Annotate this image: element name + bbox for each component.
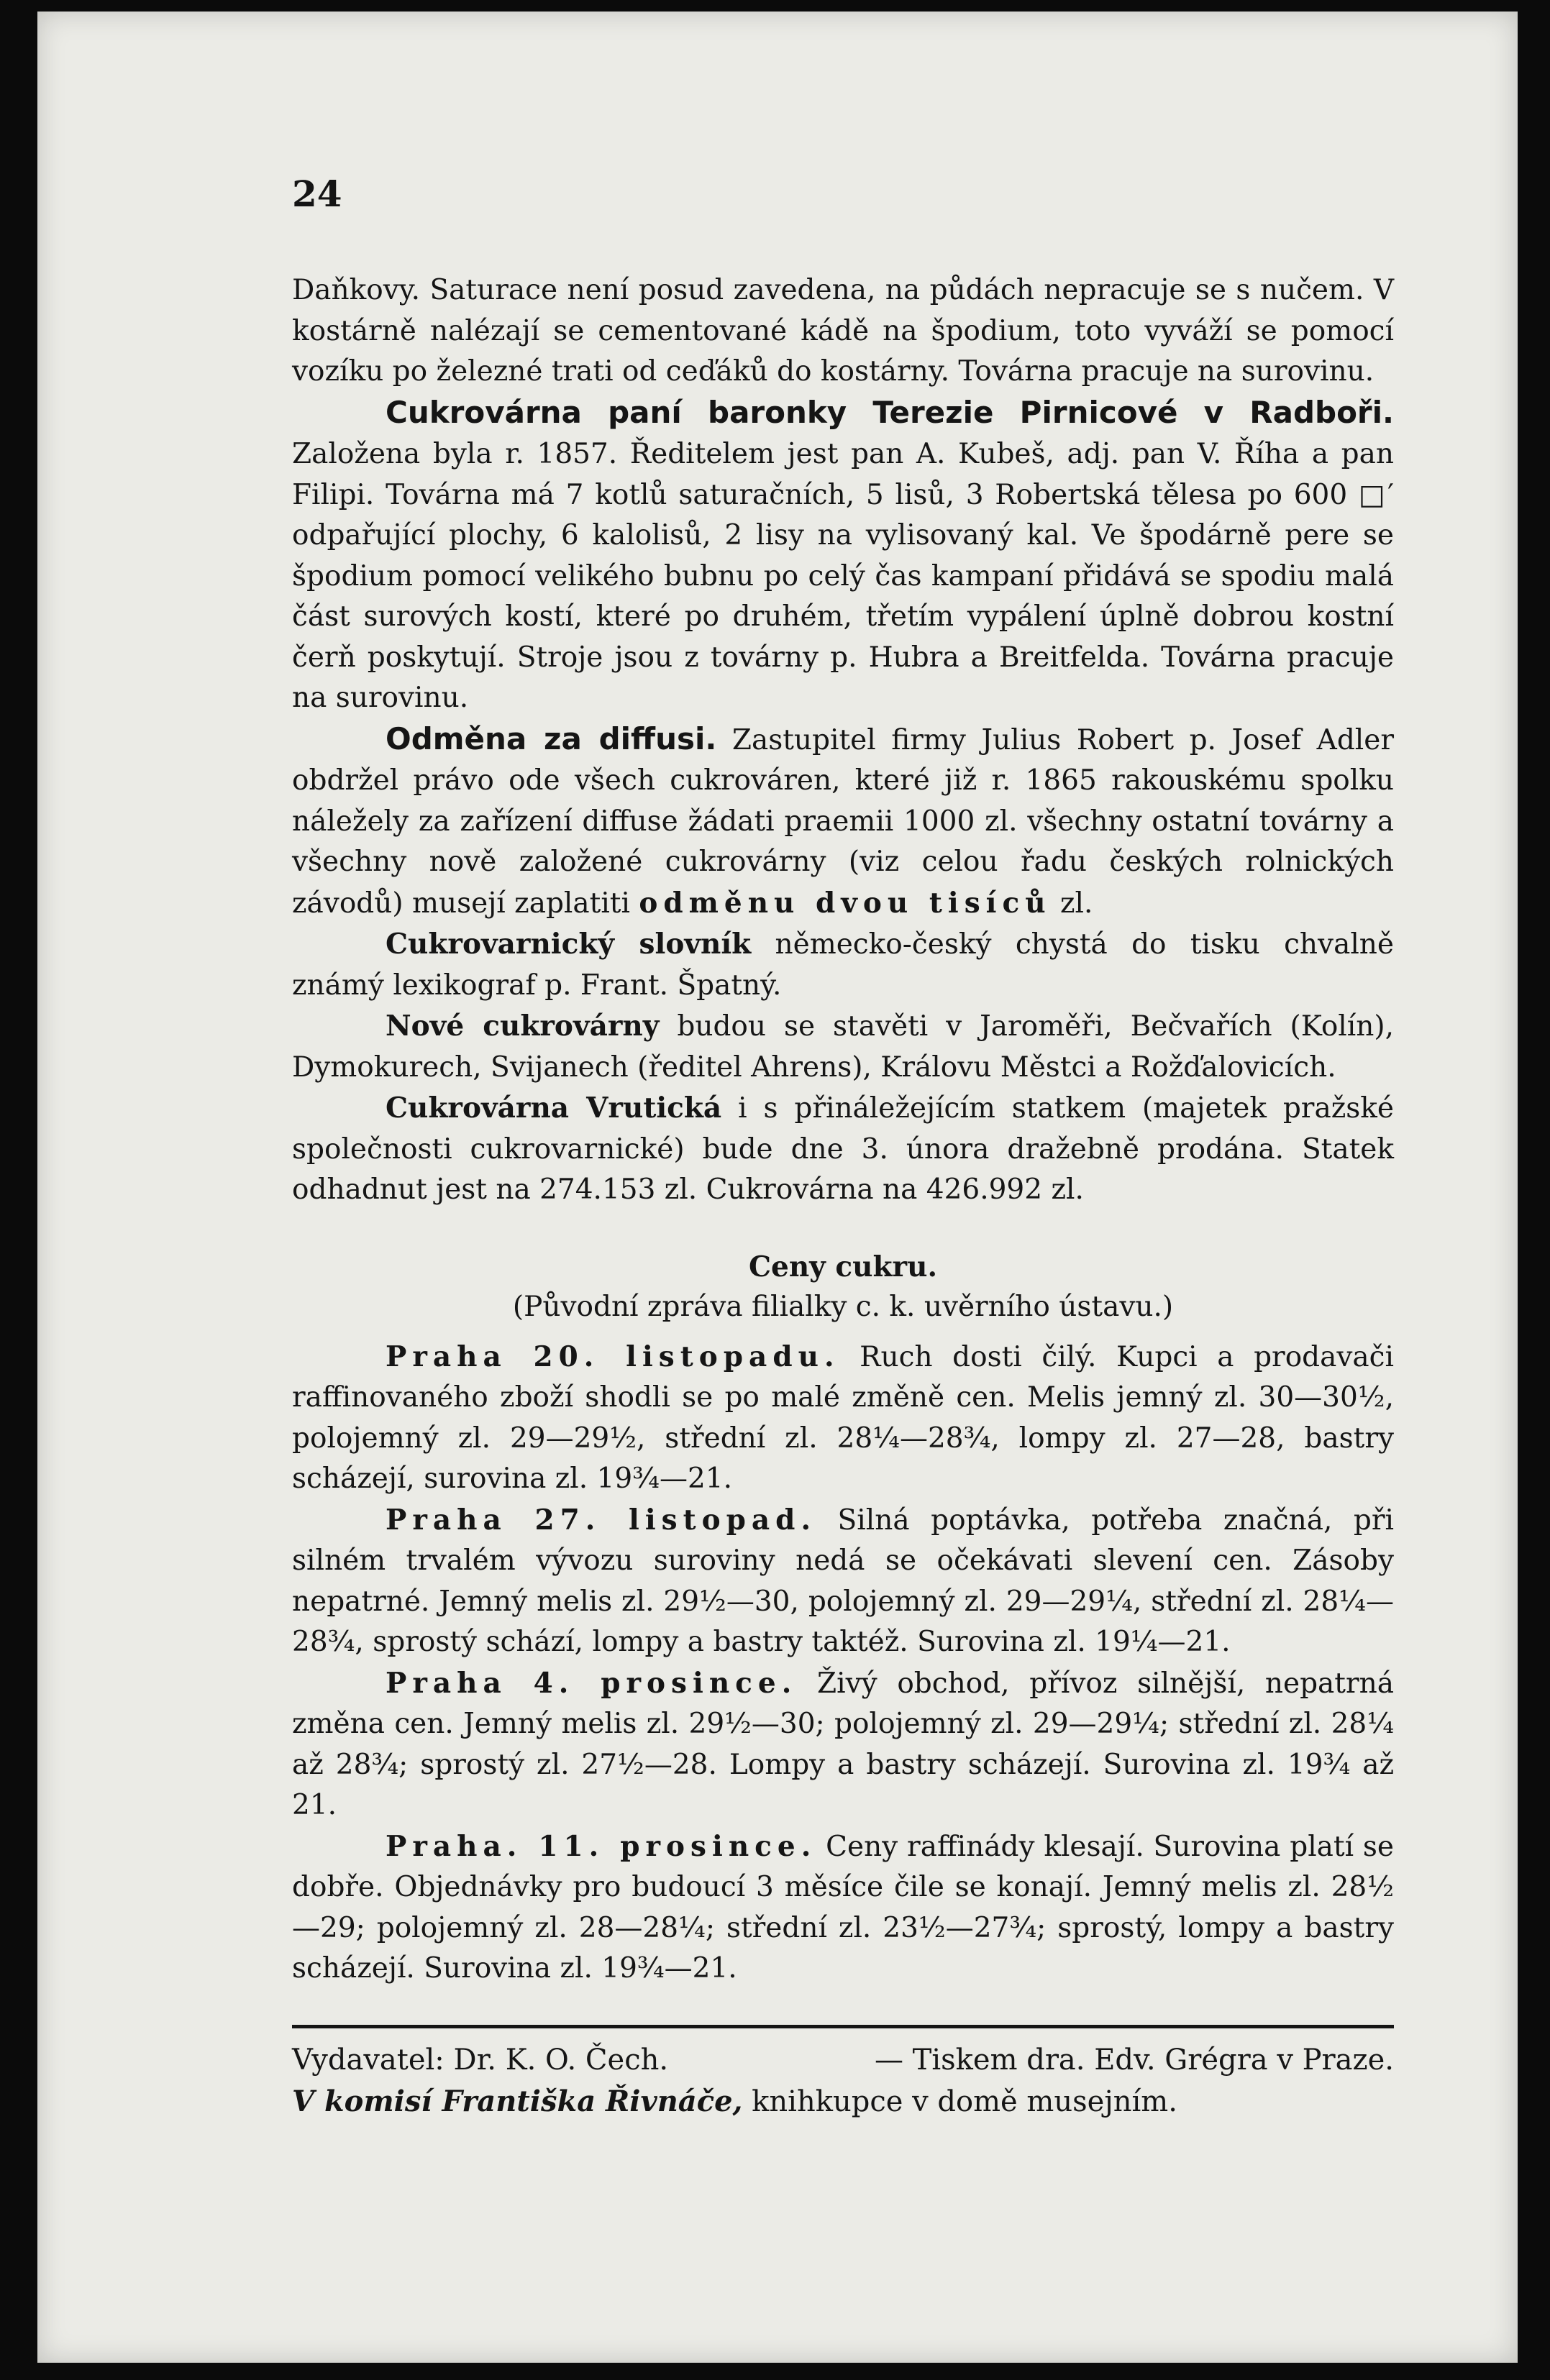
heading-diffuse: Odměna za diffusi. [386, 720, 717, 756]
footer-rule [292, 2025, 1394, 2028]
report-text: Živý obchod, přívoz silnější, nepatrná změna cen. Jemný melis zl. 29½—30; polojemný zl. 29—29¼; střední zl. 28¼ až 28¾; sprostý zl. 27½—28. Lompy a bastry scházejí. Surovina zl. 19¾ až 21. [292, 1667, 1394, 1821]
price-report [292, 1663, 1394, 1826]
paragraph-vruticka [292, 1088, 1394, 1211]
heading-radbor: Cukrovárna paní baronky Terezie Pirnicové v Radboři. [386, 394, 1394, 430]
paragraph-text: i s přináležejícím statkem (majetek pražské společnosti cukrovarnické) bude dne 3. února dražebně prodána. Statek odhadnut jest na 274.153 zl. Cukrovárna na 426.992 zl. [292, 1092, 1394, 1206]
heading-vruticka: Cukrovárna Vrutická [386, 1091, 722, 1125]
paragraph-radbor [292, 393, 1394, 719]
article-body [292, 270, 1394, 1990]
imprint [292, 2039, 1394, 2123]
price-report [292, 1337, 1394, 1500]
paragraph-text: budou se stavěti v Jaroměři, Bečvařích (Kolín), Dymokurech, Svijanech (ředitel Ahrens), Královu Městci a Rožďalovicích. [292, 1010, 1394, 1084]
report-date: Praha 20. listopadu. [386, 1340, 840, 1373]
publisher: Vydavatel: Dr. K. O. Čech. [292, 2043, 669, 2077]
price-report [292, 1500, 1394, 1663]
paragraph-nove [292, 1006, 1394, 1088]
section-subtitle: (Původní zpráva filialky c. k. uvěrního ústavu.) [512, 1291, 1174, 1323]
paragraph-text: Daňkovy. Saturace není posud zavedena, na půdách nepracuje se s nučem. V kostárně nalézají se cementované kádě na špodium, toto vyváží se pomocí vozíku po železné trati od ceďáků do kostárny. Továrna pracuje na surovinu. [292, 274, 1394, 388]
commission-name: V komisí Františka Řivnáče, [292, 2084, 743, 2118]
price-report [292, 1826, 1394, 1990]
paragraph-slovnik [292, 924, 1394, 1006]
report-text: Silná poptávka, potřeba značná, při silném trvalém vývozu suroviny nedá se očekávati slevení cen. Zásoby nepatrné. Jemný melis zl. 29½—30, polojemný zl. 29—29¼, střední zl. 28¼—28¾, sprostý schází, lompy a bastry taktéž. Surovina zl. 19¼—21. [292, 1503, 1394, 1658]
spaced-emphasis: odměnu dvou tisíců [639, 886, 1052, 920]
paragraph-dankovy [292, 270, 1394, 393]
report-text: Ceny raffinády klesají. Surovina platí se dobře. Objednávky pro budoucí 3 měsíce čile se konají. Jemný melis zl. 28½—29; polojemný zl. 28—28¼; střední zl. 23½—27¾; sprostý, lompy a bastry scházejí. Surovina zl. 19¾—21. [292, 1830, 1394, 1985]
page [37, 12, 1518, 2363]
report-date: Praha 27. listopad. [386, 1503, 817, 1537]
commission-rest: knihkupce v domě musejním. [742, 2085, 1177, 2118]
printer: — Tiskem dra. Edv. Grégra v Praze. [874, 2043, 1394, 2077]
section-title: Ceny cukru. [748, 1250, 938, 1283]
report-date: Praha. 11. prosince. [386, 1829, 817, 1863]
imprint-line-commission [292, 2081, 1394, 2123]
paragraph-diffuse [292, 719, 1394, 925]
imprint-line-publisher [292, 2039, 1394, 2081]
paragraph-text: zl. [1051, 887, 1093, 920]
heading-nove: Nové cukrovárny [386, 1010, 660, 1043]
paragraph-text: Založena byla r. 1857. Ředitelem jest pan A. Kubeš, adj. pan V. Říha a pan Filipi. Továrna má 7 kotlů saturačních, 5 lisů, 3 Robertská tělesa po 600 □′ odpařující plochy, 6 kalolisů, 2 lisy na vylisovaný kal. Ve špodárně pere se špodium pomocí velikého bubnu po celý čas kampaní přidává se spodiu malá část surových kostí, které po druhém, třetím vypálení úplně dobrou kostní čerň poskytují. Stroje jsou z továrny p. Hubra a Breitfelda. Továrna pracuje na surovinu. [292, 438, 1394, 714]
heading-slovnik: Cukrovarnický slovník [386, 928, 752, 961]
paragraph-text: Zastupitel firmy Julius Robert p. Josef Adler obdržel právo ode všech cukrováren, které již r. 1865 rakouskému spolku náležely za zařízení diffuse žádati praemii 1000 zl. všechny ostatní továrny a všechny nově založené cukrovárny (viz celou řadu českých rolnických závodů) musejí zaplatiti [292, 723, 1394, 920]
paragraph-text: německo-český chystá do tisku chvalně známý lexikograf p. Frant. Špatný. [292, 928, 1394, 1002]
report-text: Ruch dosti čilý. Kupci a prodavači raffinovaného zboží shodli se po malé změně cen. Melis jemný zl. 30—30½, polojemný zl. 29—29½, střední zl. 28¼—28¾, lompy zl. 27—28, bastry scházejí, surovina zl. 19¾—21. [292, 1340, 1394, 1495]
page-number: 24 [292, 173, 342, 215]
report-date: Praha 4. prosince. [386, 1666, 798, 1700]
